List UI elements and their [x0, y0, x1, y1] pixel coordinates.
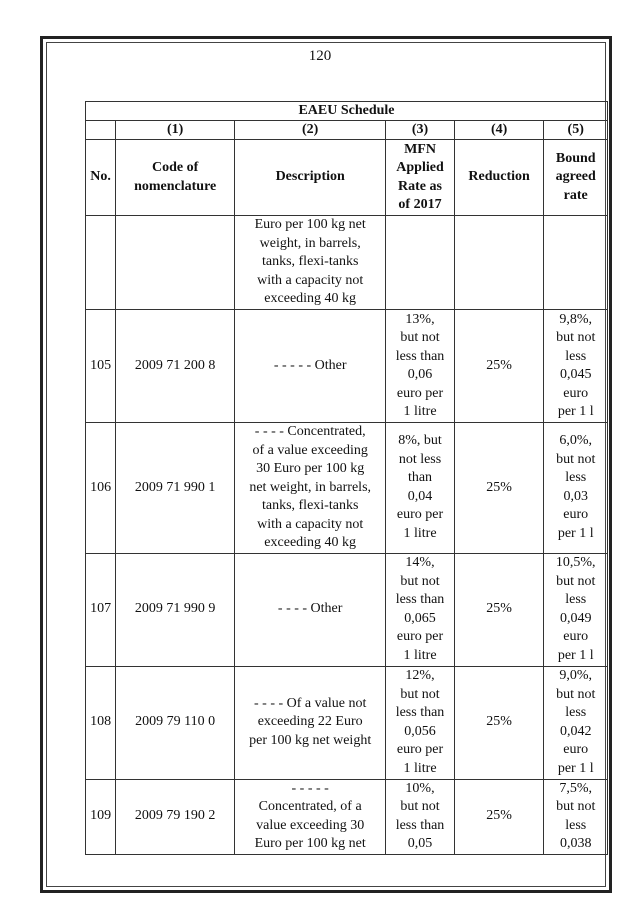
cell-no [86, 216, 116, 310]
cell-description: - - - - - Other [235, 310, 386, 423]
page-number: 120 [308, 48, 332, 64]
header-row [86, 140, 608, 216]
cell-reduction: 25% [454, 779, 544, 854]
cell-code: 2009 71 990 9 [116, 553, 235, 666]
cell-bound: 9,0%, but not less 0,042 euro per 1 l [544, 666, 608, 779]
table-row [86, 553, 608, 666]
cell-description: - - - - - Concentrated, of a value exceeding 30 Euro per 100 kg net [235, 779, 386, 854]
column-number: (1) [116, 121, 235, 140]
cell-mfn: 10%, but not less than 0,05 [386, 779, 455, 854]
table-row [86, 423, 608, 554]
cell-bound: 6,0%, but not less 0,03 euro per 1 l [544, 423, 608, 554]
eaeu-schedule-table [85, 101, 608, 855]
cell-description: - - - - Concentrated, of a value exceeding 30 Euro per 100 kg net weight, in barrels, tanks, flexi-tanks with a capacity not exceeding 40 kg [235, 423, 386, 554]
cell-bound: 10,5%, but not less 0,049 euro per 1 l [544, 553, 608, 666]
header-reduction: Reduction [454, 140, 544, 216]
cell-mfn: 12%, but not less than 0,056 euro per 1 litre [386, 666, 455, 779]
column-number-row [86, 121, 608, 140]
cell-code: 2009 79 190 2 [116, 779, 235, 854]
cell-reduction: 25% [454, 423, 544, 554]
cell-reduction: 25% [454, 310, 544, 423]
cell-description: - - - - Of a value not exceeding 22 Euro per 100 kg net weight [235, 666, 386, 779]
table-row [86, 310, 608, 423]
table-row [86, 779, 608, 854]
column-number [86, 121, 116, 140]
column-number: (4) [454, 121, 544, 140]
header-description: Description [235, 140, 386, 216]
table-row [86, 666, 608, 779]
cell-no: 106 [86, 423, 116, 554]
cell-bound: 9,8%, but not less 0,045 euro per 1 l [544, 310, 608, 423]
column-number: (2) [235, 121, 386, 140]
cell-bound [544, 216, 608, 310]
cell-no: 108 [86, 666, 116, 779]
table-row [86, 216, 608, 310]
cell-mfn: 13%, but not less than 0,06 euro per 1 litre [386, 310, 455, 423]
cell-mfn [386, 216, 455, 310]
header-bound-rate: Bound agreed rate [544, 140, 608, 216]
cell-bound: 7,5%, but not less 0,038 [544, 779, 608, 854]
cell-code [116, 216, 235, 310]
cell-code: 2009 79 110 0 [116, 666, 235, 779]
cell-no: 105 [86, 310, 116, 423]
header-no: No. [86, 140, 116, 216]
cell-reduction [454, 216, 544, 310]
table-title-row [86, 102, 608, 121]
header-code: Code of nomenclature [116, 140, 235, 216]
column-number: (3) [386, 121, 455, 140]
cell-mfn: 14%, but not less than 0,065 euro per 1 litre [386, 553, 455, 666]
cell-reduction: 25% [454, 666, 544, 779]
cell-description: Euro per 100 kg net weight, in barrels, tanks, flexi-tanks with a capacity not exceeding 40 kg [235, 216, 386, 310]
cell-reduction: 25% [454, 553, 544, 666]
cell-mfn: 8%, but not less than 0,04 euro per 1 litre [386, 423, 455, 554]
cell-code: 2009 71 990 1 [116, 423, 235, 554]
column-number: (5) [544, 121, 608, 140]
cell-description: - - - - Other [235, 553, 386, 666]
cell-no: 109 [86, 779, 116, 854]
cell-no: 107 [86, 553, 116, 666]
cell-code: 2009 71 200 8 [116, 310, 235, 423]
header-mfn-rate: MFN Applied Rate as of 2017 [386, 140, 455, 216]
table-title: EAEU Schedule [86, 102, 608, 121]
